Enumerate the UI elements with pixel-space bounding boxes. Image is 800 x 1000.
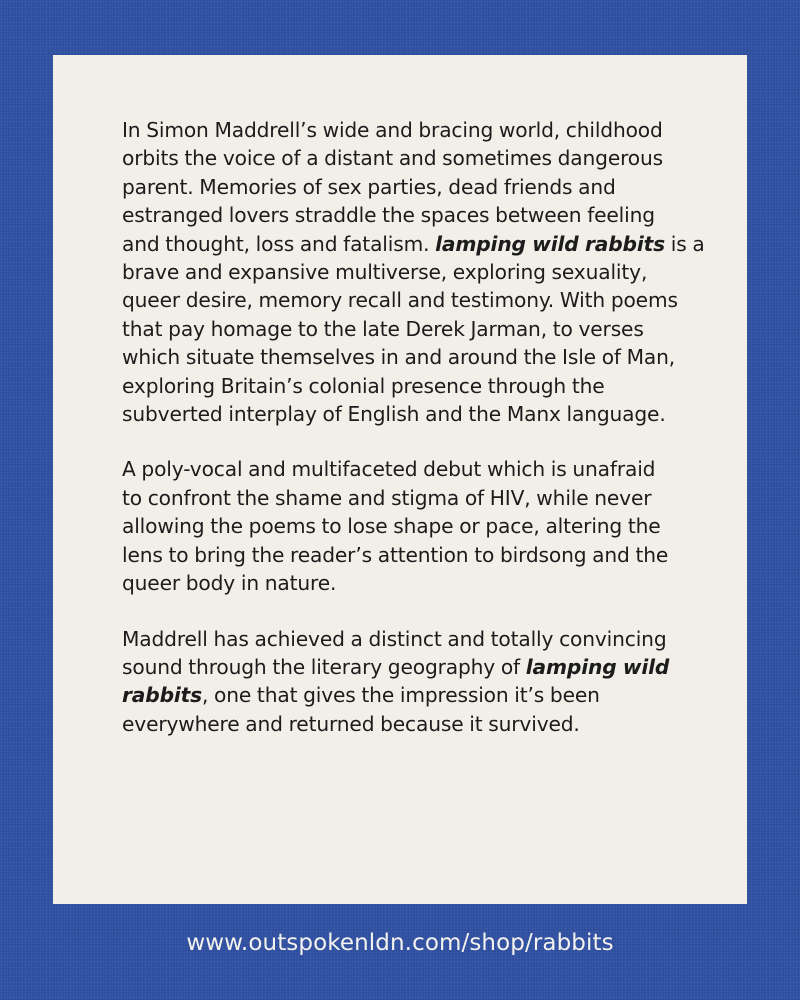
text-line	[122, 653, 707, 681]
blurb-paragraph-3	[122, 625, 707, 739]
text-run: sound through the literary geography of	[122, 654, 526, 679]
text-line: orbits the voice of a distant and sometimes dangerous	[122, 146, 664, 171]
text-line: Maddrell has achieved a distinct and totally convincing	[122, 626, 667, 651]
text-line: to confront the shame and stigma of HIV, while never	[122, 485, 652, 510]
text-line: that pay homage to the late Derek Jarman, to verses	[122, 316, 644, 341]
text-run: and thought, loss and fatalism.	[122, 231, 436, 256]
text-line: allowing the poems to lose shape or pace, altering the	[122, 514, 661, 539]
text-line: exploring Britain’s colonial presence through the	[122, 373, 605, 398]
text-run: is a	[664, 231, 705, 256]
text-line: everywhere and returned because it survived.	[122, 711, 580, 736]
text-line: which situate themselves in and around the Isle of Man,	[122, 345, 676, 370]
blurb-paragraph-1	[122, 116, 707, 428]
book-title: lamping wild	[525, 654, 670, 679]
text-line: parent. Memories of sex parties, dead friends and	[122, 174, 616, 199]
text-line: estranged lovers straddle the spaces between feeling	[122, 203, 655, 228]
text-line: queer body in nature.	[122, 571, 337, 596]
text-line: A poly-vocal and multifaceted debut which is unafraid	[122, 457, 656, 482]
text-line: subverted interplay of English and the Manx language.	[122, 402, 666, 427]
text-run: , one that gives the impression it’s been	[202, 683, 600, 708]
blurb-card	[53, 55, 747, 904]
book-title: lamping wild rabbits	[435, 231, 665, 256]
text-line: queer desire, memory recall and testimony. With poems	[122, 288, 678, 313]
text-line: brave and expansive multiverse, exploring sexuality,	[122, 260, 648, 285]
text-line	[122, 681, 707, 709]
text-line	[122, 230, 707, 258]
blurb-paragraph-2	[122, 455, 707, 597]
shop-url: www.outspokenldn.com/shop/rabbits	[186, 930, 614, 956]
book-title: rabbits	[122, 683, 203, 708]
text-line: In Simon Maddrell’s wide and bracing world, childhood	[122, 118, 663, 142]
text-line: lens to bring the reader’s attention to birdsong and the	[122, 542, 669, 567]
